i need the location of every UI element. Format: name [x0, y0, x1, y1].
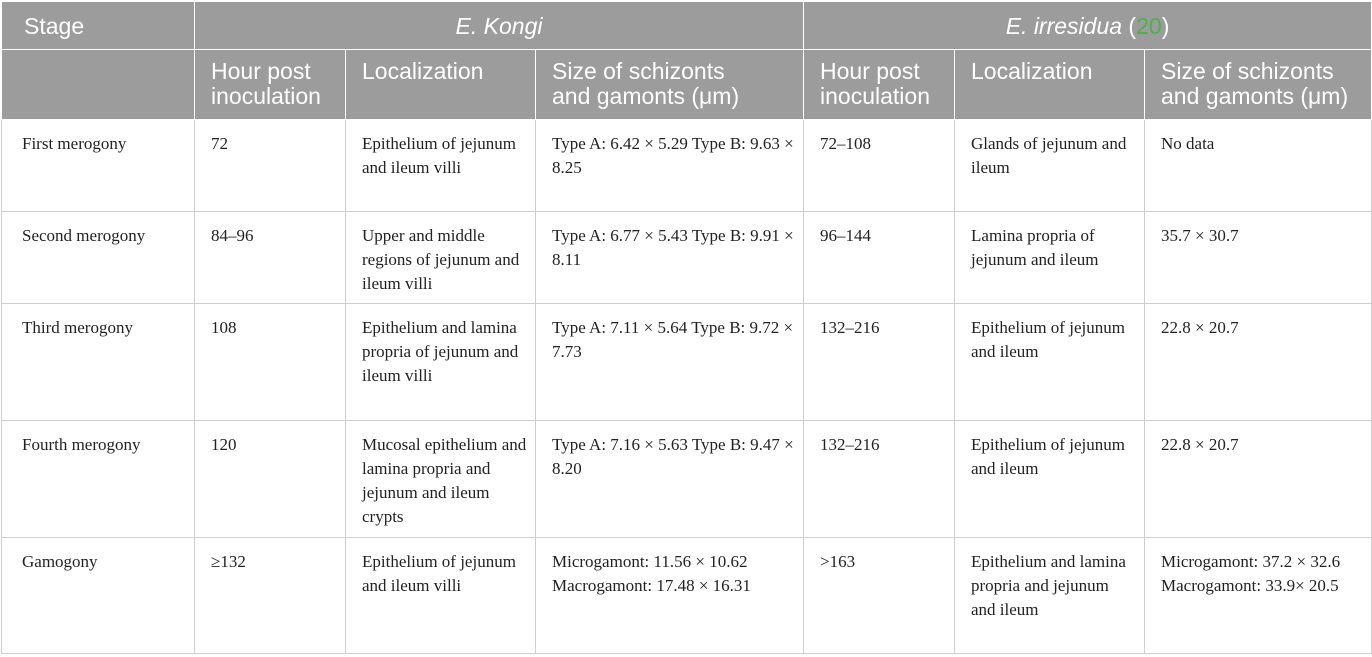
k-hour-cell: 84–96: [195, 212, 346, 304]
k-size-cell: Type A: 6.42 × 5.29 Type B: 9.63 × 8.25: [536, 120, 804, 212]
k-localization-cell: Epithelium and lamina propria of jejunum and ileum villi: [346, 304, 536, 421]
stage-cell: First merogony: [2, 120, 195, 212]
k-size-header: [536, 50, 804, 120]
k-localization-cell: Mucosal epithelium and lamina propria and jejunum and ileum crypts: [346, 421, 536, 538]
stage-cell: Gamogony: [2, 538, 195, 654]
i-localization-header: Localization: [955, 50, 1145, 120]
i-hour-header: [804, 50, 955, 120]
i-size-header: [1145, 50, 1372, 120]
stage-comparison-table: [1, 1, 1372, 654]
k-hour-cell: 120: [195, 421, 346, 538]
k-localization-cell: Epithelium of jejunum and ileum villi: [346, 120, 536, 212]
table-row: [2, 212, 1372, 304]
k-microgamont-value: Microgamont: 11.56 × 10.62: [552, 552, 748, 571]
ref-open-paren: (: [1122, 13, 1137, 39]
i-size-cell: No data: [1145, 120, 1372, 212]
k-size-cell: Type A: 7.11 × 5.64 Type B: 9.72 × 7.73: [536, 304, 804, 421]
table-row: [2, 120, 1372, 212]
i-size-cell: [1145, 538, 1372, 654]
i-localization-cell: Glands of jejunum and ileum: [955, 120, 1145, 212]
table-row: [2, 538, 1372, 654]
i-hour-cell: 132–216: [804, 304, 955, 421]
i-size-cell: 22.8 × 20.7: [1145, 421, 1372, 538]
stage-column-header: Stage: [2, 2, 195, 50]
ref-close-paren: ): [1161, 13, 1170, 39]
header-row-columns: [2, 50, 1372, 120]
i-localization-cell: Epithelium and lamina propria and jejunum and ileum: [955, 538, 1145, 654]
i-size-cell: 35.7 × 30.7: [1145, 212, 1372, 304]
i-hour-cell: 132–216: [804, 421, 955, 538]
i-macrogamont-value: Macrogamont: 33.9× 20.5: [1161, 576, 1339, 595]
i-localization-cell: Epithelium of jejunum and ileum: [955, 421, 1145, 538]
e-irresidua-name: E. irresidua: [1005, 13, 1123, 39]
k-size-cell: [536, 538, 804, 654]
header-row-groups: [2, 2, 1372, 50]
i-size-cell: 22.8 × 20.7: [1145, 304, 1372, 421]
table-row: [2, 421, 1372, 538]
stage-cell: Third merogony: [2, 304, 195, 421]
k-size-header-line1: Size of schizonts: [552, 58, 725, 84]
k-hour-header-line1: Hour post: [211, 58, 311, 84]
k-macrogamont-value: Macrogamont: 17.48 × 16.31: [552, 576, 751, 595]
stage-cell: Second merogony: [2, 212, 195, 304]
table-body: [2, 120, 1372, 654]
i-size-header-line1: Size of schizonts: [1161, 58, 1334, 84]
reference-link[interactable]: 20: [1136, 13, 1162, 39]
table-header: [2, 2, 1372, 120]
k-hour-header: [195, 50, 346, 120]
k-hour-header-line2: inoculation: [211, 83, 321, 109]
k-localization-header: Localization: [346, 50, 536, 120]
k-localization-cell: Upper and middle regions of jejunum and ileum villi: [346, 212, 536, 304]
e-irresidua-group-header: [804, 2, 1372, 50]
k-localization-cell: Epithelium of jejunum and ileum villi: [346, 538, 536, 654]
i-microgamont-value: Microgamont: 37.2 × 32.6: [1161, 552, 1341, 571]
k-size-cell: Type A: 6.77 × 5.43 Type B: 9.91 × 8.11: [536, 212, 804, 304]
k-hour-cell: ≥132: [195, 538, 346, 654]
k-hour-cell: 108: [195, 304, 346, 421]
i-localization-cell: Lamina propria of jejunum and ileum: [955, 212, 1145, 304]
i-localization-cell: Epithelium of jejunum and ileum: [955, 304, 1145, 421]
i-hour-cell: >163: [804, 538, 955, 654]
i-hour-header-line1: Hour post: [820, 58, 920, 84]
i-hour-cell: 72–108: [804, 120, 955, 212]
table-row: [2, 304, 1372, 421]
e-kongi-group-header: E. Kongi: [195, 2, 804, 50]
i-hour-cell: 96–144: [804, 212, 955, 304]
empty-header-cell: [2, 50, 195, 120]
i-hour-header-line2: inoculation: [820, 83, 930, 109]
k-size-header-line2: and gamonts (μm): [552, 83, 740, 109]
i-size-header-line2: and gamonts (μm): [1161, 83, 1349, 109]
stage-cell: Fourth merogony: [2, 421, 195, 538]
k-hour-cell: 72: [195, 120, 346, 212]
k-size-cell: Type A: 7.16 × 5.63 Type B: 9.47 × 8.20: [536, 421, 804, 538]
